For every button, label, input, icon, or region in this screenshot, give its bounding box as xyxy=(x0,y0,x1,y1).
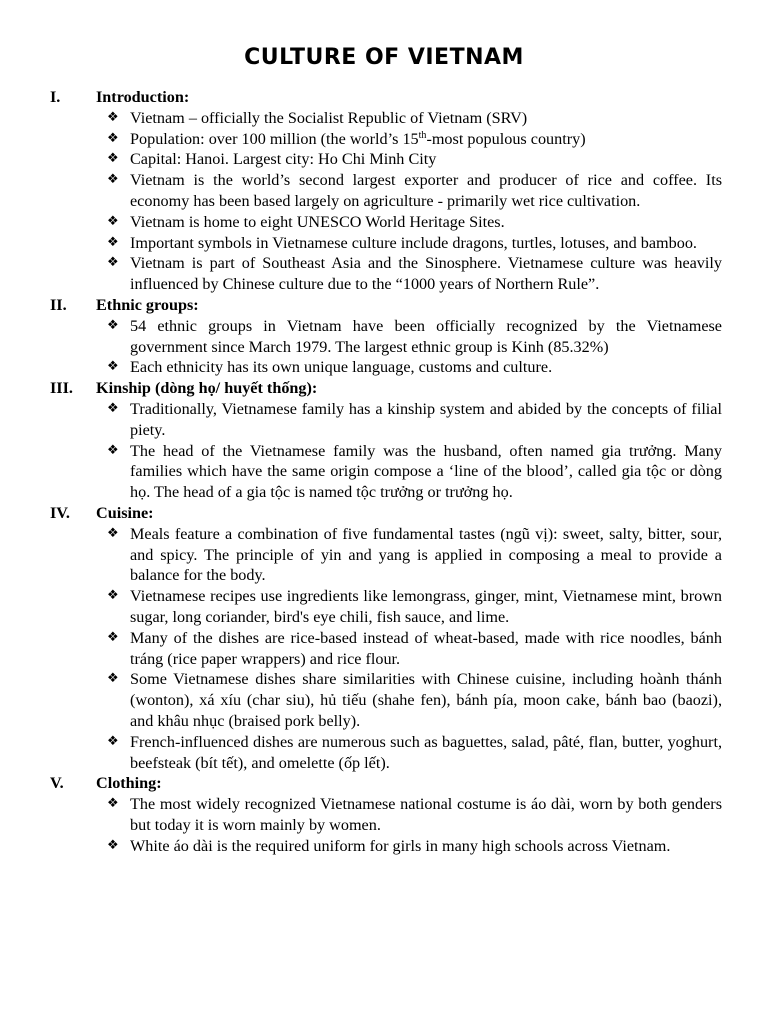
section-heading-text: Kinship (dòng họ/ huyết thống): xyxy=(96,379,318,398)
diamond-bullet-icon: ❖ xyxy=(107,400,119,416)
list-item xyxy=(50,836,722,857)
document-body xyxy=(50,87,722,856)
list-item xyxy=(50,586,722,628)
section-numeral: I. xyxy=(50,88,61,106)
list-item-text: French-influenced dishes are numerous such as baguettes, salad, pâté, flan, butter, yoghurt, beefsteak (bít tết), and omelette (ốp lết). xyxy=(130,732,722,772)
section-heading-text: Ethnic groups: xyxy=(96,295,199,314)
superscript: th xyxy=(418,129,427,141)
diamond-bullet-icon: ❖ xyxy=(107,213,119,229)
bullet-list xyxy=(50,399,722,503)
bullet-list xyxy=(50,524,722,774)
section-heading-text: Introduction: xyxy=(96,88,190,106)
section-numeral: III. xyxy=(50,379,73,398)
bullet-list xyxy=(50,108,722,295)
list-item-text: Vietnam is part of Southeast Asia and the Sinosphere. Vietnamese culture was heavily influenced by Chinese culture due to the “1000 years of Northern Rule”. xyxy=(130,254,722,294)
list-item xyxy=(50,108,722,129)
diamond-bullet-icon: ❖ xyxy=(107,317,119,333)
diamond-bullet-icon: ❖ xyxy=(107,109,119,125)
list-item-text: Vietnam – officially the Socialist Republic of Vietnam (SRV) xyxy=(130,108,528,127)
section-numeral: IV. xyxy=(50,503,70,522)
diamond-bullet-icon: ❖ xyxy=(107,588,119,604)
section-heading xyxy=(50,503,722,524)
list-item xyxy=(50,233,722,254)
list-item-text: Vietnam is home to eight UNESCO World Heritage Sites. xyxy=(130,212,505,231)
list-item xyxy=(50,212,722,233)
list-item xyxy=(50,732,722,774)
list-item-text: The most widely recognized Vietnamese national costume is áo dài, worn by both genders but today it is worn mainly by women. xyxy=(130,795,722,834)
diamond-bullet-icon: ❖ xyxy=(107,151,119,167)
diamond-bullet-icon: ❖ xyxy=(107,733,119,749)
diamond-bullet-icon: ❖ xyxy=(107,359,119,375)
diamond-bullet-icon: ❖ xyxy=(107,130,119,146)
list-item xyxy=(50,253,722,295)
list-item xyxy=(50,399,722,441)
diamond-bullet-icon: ❖ xyxy=(107,671,119,687)
section-heading xyxy=(50,773,722,794)
list-item xyxy=(50,316,722,358)
list-item-text: Meals feature a combination of five fundamental tastes (ngũ vị): sweet, salty, bitter, sour, and spicy. The principle of yin and yang is applied in composing a meal to provide a balance for the body. xyxy=(130,524,722,585)
diamond-bullet-icon: ❖ xyxy=(107,172,119,188)
list-item-text: Important symbols in Vietnamese culture include dragons, turtles, lotuses, and bamboo. xyxy=(130,233,697,252)
list-item xyxy=(50,149,722,170)
list-item-text: Capital: Hanoi. Largest city: Ho Chi Minh City xyxy=(130,150,437,169)
diamond-bullet-icon: ❖ xyxy=(107,525,119,541)
diamond-bullet-icon: ❖ xyxy=(107,629,119,645)
bullet-list xyxy=(50,794,722,856)
list-item xyxy=(50,357,722,378)
diamond-bullet-icon: ❖ xyxy=(107,442,119,458)
list-item-text: 54 ethnic groups in Vietnam have been officially recognized by the Vietnamese government since March 1979. The largest ethnic group is Kinh (85.32%) xyxy=(130,316,722,356)
list-item-text: The head of the Vietnamese family was the husband, often named gia trưởng. Many families which have the same origin compose a ‘line of the blood’, called gia tộc or dòng họ. The head of a gia tộc is named tộc trưởng or trưởng họ. xyxy=(130,441,722,502)
page-title: CULTURE OF VIETNAM xyxy=(244,45,524,70)
section-numeral: II. xyxy=(50,295,67,314)
list-item-text: Many of the dishes are rice-based instead of wheat-based, made with rice noodles, bánh tráng (rice paper wrappers) and rice flour. xyxy=(130,628,722,668)
list-item-text: Traditionally, Vietnamese family has a kinship system and abided by the concepts of filial piety. xyxy=(130,399,722,439)
section-heading xyxy=(50,378,722,399)
list-item-text: Vietnamese recipes use ingredients like lemongrass, ginger, mint, Vietnamese mint, brown sugar, long coriander, bird's eye chili, fish sauce, and lime. xyxy=(130,587,722,626)
list-item-text: Some Vietnamese dishes share similarities with Chinese cuisine, including hoành thánh (wonton), xá xíu (char siu), hủ tiếu (shahe fen), bánh pía, moon cake, bánh bao (baozi), and khâu nhục (braised pork belly). xyxy=(130,670,722,730)
section-heading-text: Cuisine: xyxy=(96,503,154,522)
list-item-text: Population: over 100 million (the world’s 15th-most populous country) xyxy=(130,129,586,148)
list-item xyxy=(50,441,722,503)
list-item-text: Vietnam is the world’s second largest exporter and producer of rice and coffee. Its economy has been based largely on agriculture - primarily wet rice cultivation. xyxy=(130,171,722,210)
section-heading xyxy=(50,295,722,316)
section-numeral: V. xyxy=(50,774,64,793)
bullet-list xyxy=(50,316,722,378)
section-heading xyxy=(50,87,722,108)
list-item-text: Each ethnicity has its own unique language, customs and culture. xyxy=(130,358,553,377)
list-item xyxy=(50,170,722,212)
section-heading-text: Clothing: xyxy=(96,774,162,793)
list-item xyxy=(50,669,722,731)
diamond-bullet-icon: ❖ xyxy=(107,837,119,853)
list-item xyxy=(50,129,722,150)
list-item xyxy=(50,794,722,836)
diamond-bullet-icon: ❖ xyxy=(107,255,119,271)
list-item-text: White áo dài is the required uniform for girls in many high schools across Vietnam. xyxy=(130,836,671,855)
list-item xyxy=(50,524,722,586)
list-item xyxy=(50,628,722,670)
diamond-bullet-icon: ❖ xyxy=(107,796,119,812)
diamond-bullet-icon: ❖ xyxy=(107,234,119,250)
